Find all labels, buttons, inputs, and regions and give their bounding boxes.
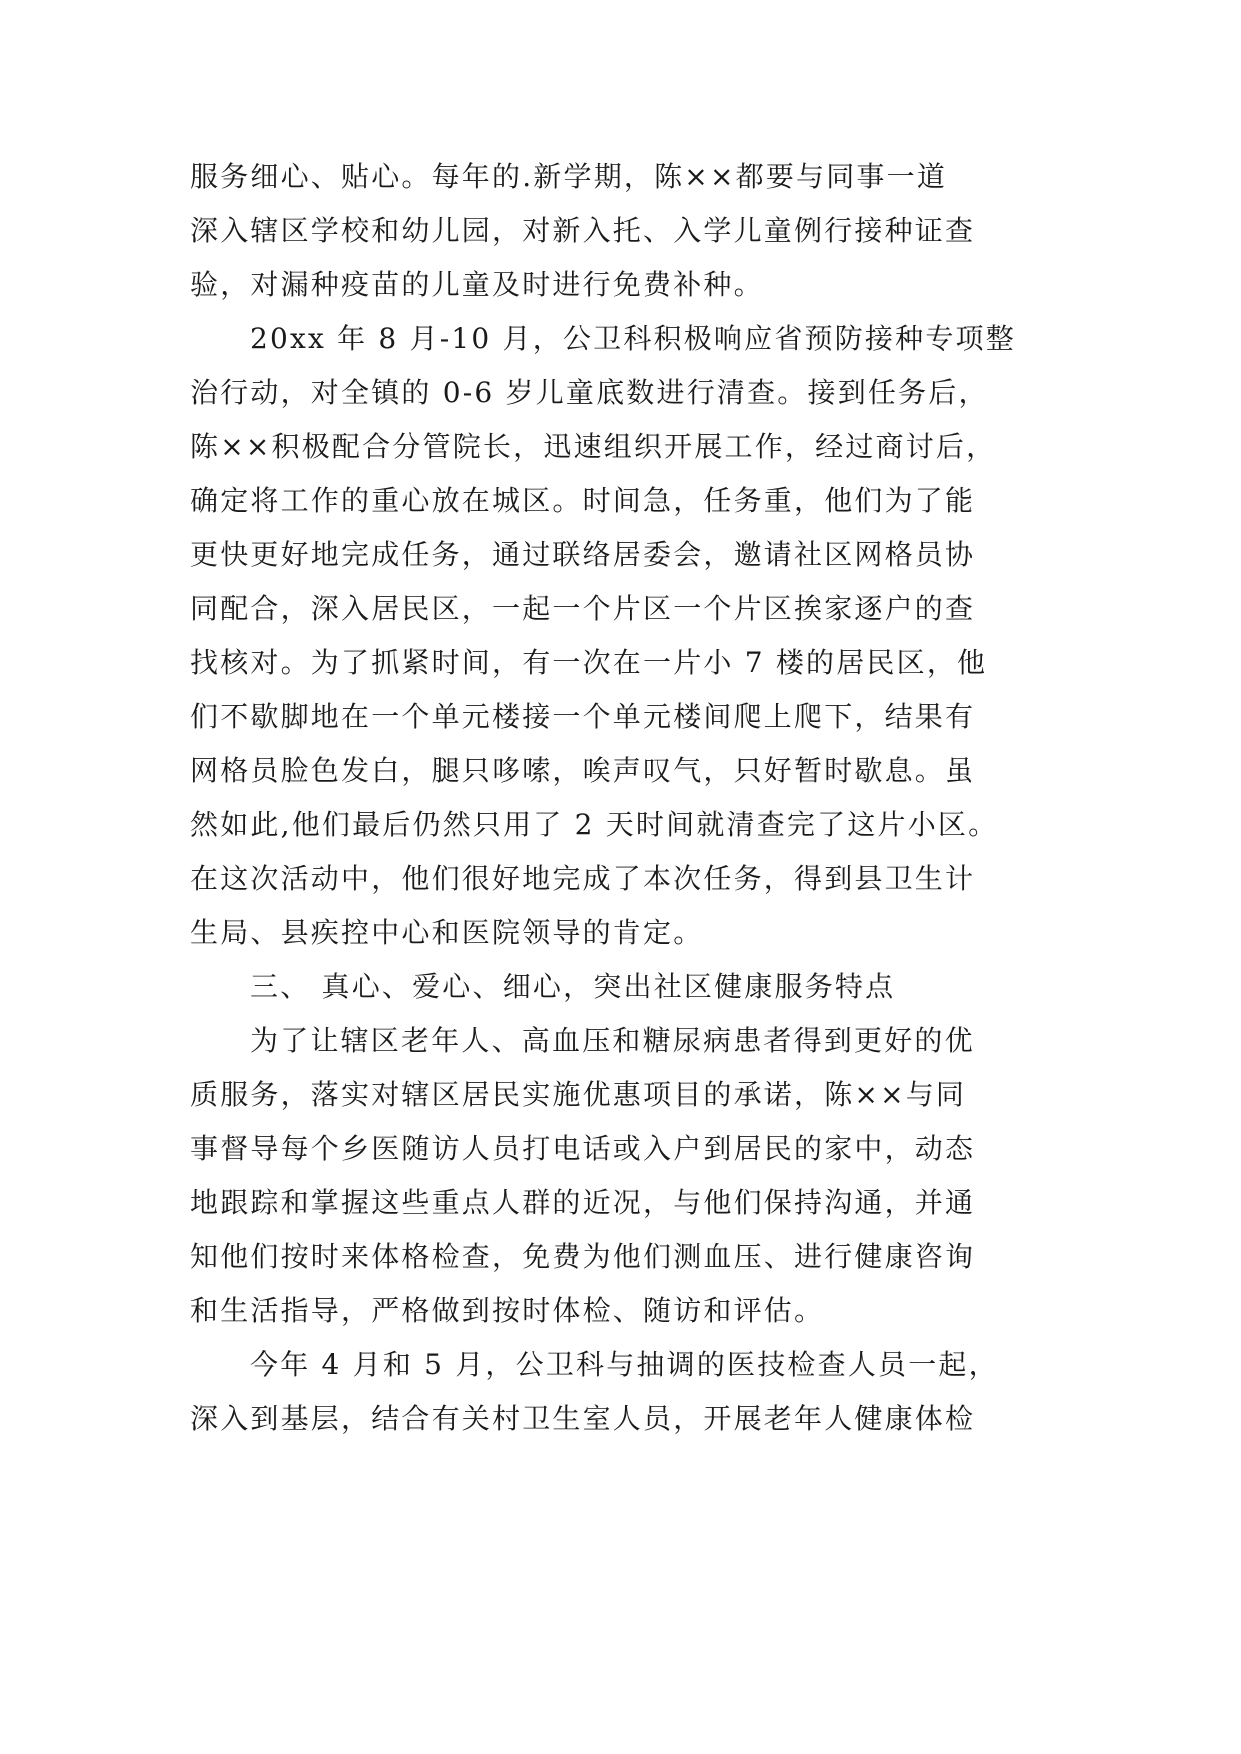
text-line: 深入辖区学校和幼儿园，对新入托、入学儿童例行接种证查 (190, 214, 976, 247)
text-line: 们不歇脚地在一个单元楼接一个单元楼间爬上爬下，结果有 (190, 700, 976, 733)
text-line: 陈××积极配合分管院长，迅速组织开展工作，经过商讨后， (190, 430, 997, 463)
text-line: 知他们按时来体格检查，免费为他们测血压、进行健康咨询 (190, 1240, 976, 1273)
text-line: 更快更好地完成任务，通过联络居委会，邀请社区网格员协 (190, 538, 976, 571)
section-heading: 三、 真心、爱心、细心，突出社区健康服务特点 (250, 970, 896, 1003)
text-line: 验，对漏种疫苗的儿童及时进行免费补种。 (190, 268, 764, 301)
text-line: 网格员脸色发白，腿只哆嗦，唉声叹气，只好暂时歇息。虽 (190, 754, 976, 787)
text-line: 找核对。为了抓紧时间，有一次在一片小 7 楼的居民区，他 (190, 646, 988, 679)
text-line: 和生活指导，严格做到按时体检、随访和评估。 (190, 1294, 825, 1327)
text-line: 事督导每个乡医随访人员打电话或入户到居民的家中，动态 (190, 1132, 976, 1165)
paragraph-start-line: 20xx 年 8 月-10 月，公卫科积极响应省预防接种专项整 (250, 322, 1016, 355)
text-line: 确定将工作的重心放在城区。时间急，任务重，他们为了能 (190, 484, 976, 517)
paragraph-start-line: 为了让辖区老年人、高血压和糖尿病患者得到更好的优 (250, 1024, 975, 1057)
text-line: 质服务，落实对辖区居民实施优惠项目的承诺，陈××与同 (190, 1078, 967, 1111)
text-line: 然如此,他们最后仍然只用了 2 天时间就清查完了这片小区。 (190, 808, 999, 841)
text-line: 地跟踪和掌握这些重点人群的近况，与他们保持沟通，并通 (190, 1186, 976, 1219)
text-line: 深入到基层，结合有关村卫生室人员，开展老年人健康体检 (190, 1402, 976, 1435)
text-line: 同配合，深入居民区，一起一个片区一个片区挨家逐户的查 (190, 592, 976, 625)
text-line: 治行动，对全镇的 0-6 岁儿童底数进行清查。接到任务后， (190, 376, 989, 409)
text-line: 服务细心、贴心。每年的.新学期，陈××都要与同事一道 (190, 160, 948, 193)
text-line: 在这次活动中，他们很好地完成了本次任务，得到县卫生计 (190, 862, 976, 895)
text-line: 生局、县疾控中心和医院领导的肯定。 (190, 916, 704, 949)
paragraph-start-line: 今年 4 月和 5 月，公卫科与抽调的医技检查人员一起， (250, 1348, 999, 1381)
